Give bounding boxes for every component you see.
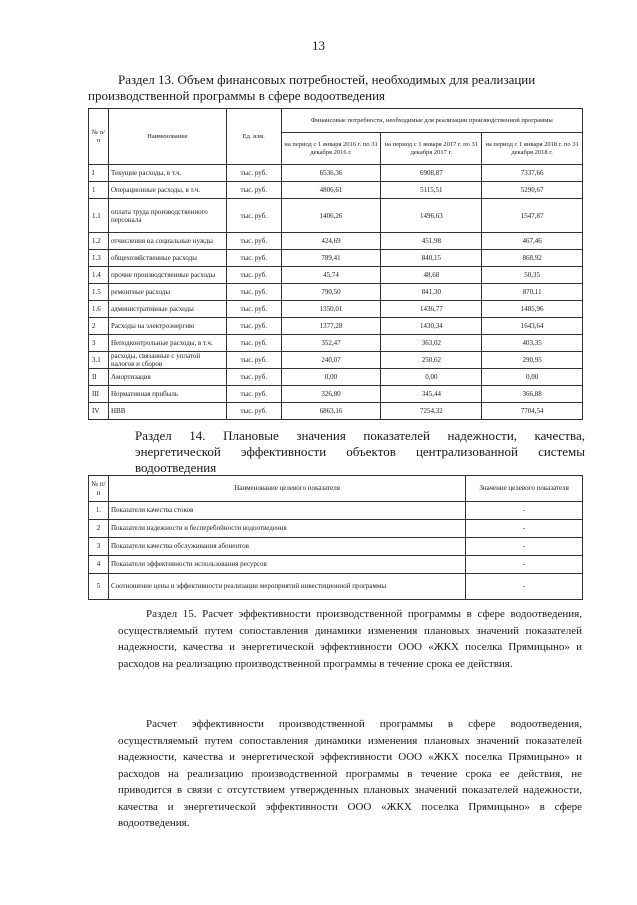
row-value-2017: 0,00 [381,369,482,386]
row-value-2017: 363,02 [381,335,482,352]
row-value-2016: 789,41 [281,250,381,267]
table-row [89,502,583,520]
row-unit: тыс. руб. [226,369,281,386]
section-14-title [135,428,585,476]
row-unit: тыс. руб. [226,386,281,403]
row-value-2018: 870,11 [482,284,583,301]
row-value-2016: 6863,16 [281,403,381,420]
row-number: I [89,165,109,182]
target-indicators-table-body [89,502,583,600]
row-value-2016: 424,69 [281,233,381,250]
row-value-2016: 790,50 [281,284,381,301]
row-name: Расходы на электроэнергию [108,318,226,335]
row-value-2018: 290,95 [482,352,583,369]
row-unit: тыс. руб. [226,352,281,369]
section-14-title-line2: энергетической эффективности объектов централизованной системы [135,444,585,459]
row-value-2016: 4806,61 [281,182,381,199]
col-header-period-2018: на период с 1 января 2018 г. по 31 декабря 2018 г. [482,133,583,165]
row-value-2018: 50,35 [482,267,583,284]
row-value-2016: 1377,28 [281,318,381,335]
row-number: 2 [89,520,109,538]
col-header-indicator-value: Значение целевого показателя [466,476,583,502]
row-value-2016: 352,47 [281,335,381,352]
table-row [89,165,583,182]
row-unit: тыс. руб. [226,335,281,352]
row-value-2017: 6908,87 [381,165,482,182]
table-row [89,284,583,301]
col-header-period-2016: на период с 1 января 2016 г. по 31 декабря 2016 г. [281,133,381,165]
row-unit: тыс. руб. [226,403,281,420]
table-row [89,233,583,250]
row-value-2018: 1485,96 [482,301,583,318]
section-14-title-line1: Раздел 14. Плановые значения показателей надежности, качества, [135,428,585,443]
row-number: 1. [89,502,109,520]
col-header-period-2017: на период с 1 января 2017 г. по 31 декабря 2017 г. [381,133,482,165]
row-name: ремонтные расходы [108,284,226,301]
col-header-group: Финансовые потребности, необходимые для реализации производственной программы [281,109,582,133]
row-indicator-value: - [466,502,583,520]
row-unit: тыс. руб. [226,267,281,284]
section-13-title-line1: Раздел 13. Объем финансовых потребностей, необходимых для реализации [118,72,536,87]
row-number: 1.2 [89,233,109,250]
row-indicator-value: - [466,556,583,574]
row-value-2018: 5290,67 [482,182,583,199]
row-value-2017: 1496,63 [381,199,482,233]
row-value-2018: 868,92 [482,250,583,267]
row-number: 1 [89,182,109,199]
row-name: расходы, связанные с уплатой налогов и сборов [108,352,226,369]
table-row [89,403,583,420]
section-13-title-line2: производственной программы в сфере водоотведения [88,88,386,103]
row-number: 3 [89,538,109,556]
row-value-2017: 345,44 [381,386,482,403]
row-value-2016: 240,07 [281,352,381,369]
row-value-2018: 1643,64 [482,318,583,335]
col-header-no: № п/п [89,109,109,165]
row-number: III [89,386,109,403]
row-value-2016: 0,00 [281,369,381,386]
row-value-2017: 48,68 [381,267,482,284]
row-value-2017: 250,62 [381,352,482,369]
table-row [89,301,583,318]
table-row [89,267,583,284]
efficiency-calculation-paragraph [118,716,582,832]
table-row [89,556,583,574]
financial-needs-table [88,108,583,420]
financial-needs-table-body [89,165,583,420]
row-unit: тыс. руб. [226,318,281,335]
row-value-2016: 1350,01 [281,301,381,318]
row-name: оплата труда производственного персонала [108,199,226,233]
col-header-name: Наименование [108,109,226,165]
row-indicator-name: Показатели надежности и бесперебойности водоотведения [108,520,465,538]
row-value-2017: 5115,51 [381,182,482,199]
table-row [89,335,583,352]
row-value-2017: 1430,34 [381,318,482,335]
row-name: Неподконтрольные расходы, в т.ч. [108,335,226,352]
row-indicator-value: - [466,538,583,556]
row-name: общехозяйственные расходы [108,250,226,267]
row-unit: тыс. руб. [226,301,281,318]
page-number: 13 [312,38,325,53]
row-value-2018: 467,46 [482,233,583,250]
row-name: Амортизация [108,369,226,386]
table-row [89,199,583,233]
row-name: НВВ [108,403,226,420]
section-13-title [88,72,588,104]
row-unit: тыс. руб. [226,165,281,182]
row-indicator-name: Показатели качества стоков [108,502,465,520]
row-number: 5 [89,574,109,600]
row-unit: тыс. руб. [226,250,281,267]
row-name: отчисления на социальные нужды [108,233,226,250]
row-value-2018: 1547,87 [482,199,583,233]
row-value-2017: 841,30 [381,284,482,301]
target-indicators-table [88,475,583,600]
row-name: прочие производственные расходы [108,267,226,284]
row-indicator-value: - [466,574,583,600]
row-value-2018: 7704,54 [482,403,583,420]
row-indicator-name: Показатели эффективности использования ресурсов [108,556,465,574]
row-number: 1.6 [89,301,109,318]
col-header-unit: Ед. изм. [226,109,281,165]
table-row [89,538,583,556]
row-value-2016: 45,74 [281,267,381,284]
row-number: 1.4 [89,267,109,284]
table-row [89,520,583,538]
row-name: административные расходы [108,301,226,318]
col-header-indicator-name: Наименование целевого показателя [108,476,465,502]
row-name: Текущие расходы, в т.ч. [108,165,226,182]
row-value-2016: 1406,26 [281,199,381,233]
row-number: 1.3 [89,250,109,267]
row-value-2017: 7254,32 [381,403,482,420]
row-indicator-value: - [466,520,583,538]
table-row [89,574,583,600]
row-name: Операционные расходы, в т.ч. [108,182,226,199]
row-value-2017: 451,98 [381,233,482,250]
efficiency-calculation-text: Расчет эффективности производственной программы в сфере водоотведения, осуществляемый путем сопоставления динамики изменения плановых значений показателей надежности, качества и энергетической эффективности ООО «ЖКХ поселка Прямицыно» и расходов на реализацию производственной программы в течение срока ее действия, не приводится в связи с отсутствием утвержденных плановых значений показателей надежности, качества и энергетической эффективности ООО «ЖКХ поселка Прямицыно» в сфере водоотведения. [118,718,582,829]
row-value-2018: 7337,66 [482,165,583,182]
row-name: Нормативная прибыль [108,386,226,403]
row-value-2017: 1436,77 [381,301,482,318]
row-value-2018: 0,00 [482,369,583,386]
row-number: 4 [89,556,109,574]
row-number: 3 [89,335,109,352]
row-indicator-name: Показатели качества обслуживания абонентов [108,538,465,556]
table-row [89,386,583,403]
row-number: 1.5 [89,284,109,301]
section-15-text: Раздел 15. Расчет эффективности производственной программы в сфере водоотведения, осуществляемый путем сопоставления динамики изменения плановых значений показателей надежности, качества и энергетической эффективности ООО «ЖКХ поселка Прямицыно» и расходов на реализацию производственной программы в течение срока ее действия. [118,608,582,670]
row-unit: тыс. руб. [226,284,281,301]
row-number: II [89,369,109,386]
row-value-2018: 366,88 [482,386,583,403]
table-row [89,318,583,335]
row-number: 3.1 [89,352,109,369]
row-number: 1.1 [89,199,109,233]
row-indicator-name: Соотношение цены и эффективности реализации мероприятий инвестиционной программы [108,574,465,600]
row-unit: тыс. руб. [226,233,281,250]
row-number: IV [89,403,109,420]
section-14-title-line3: водоотведения [135,460,217,475]
row-value-2016: 6536,36 [281,165,381,182]
row-number: 2 [89,318,109,335]
row-unit: тыс. руб. [226,182,281,199]
table-row [89,352,583,369]
row-value-2018: 403,35 [482,335,583,352]
table-row [89,182,583,199]
col-header-no: № п/п [89,476,109,502]
row-unit: тыс. руб. [226,199,281,233]
row-value-2016: 326,80 [281,386,381,403]
table-row [89,250,583,267]
table-row [89,369,583,386]
row-value-2017: 840,15 [381,250,482,267]
section-15-paragraph [118,606,582,672]
